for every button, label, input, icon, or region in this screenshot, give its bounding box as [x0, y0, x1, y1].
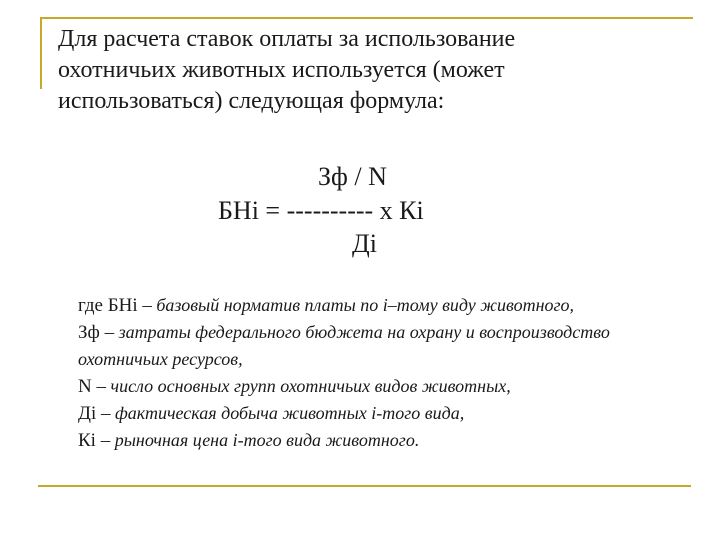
legend-description: базовый норматив платы по i–тому виду животного, [151, 295, 575, 315]
formula-numerator: Зф / N [318, 162, 387, 191]
top-rule [42, 17, 693, 19]
legend [78, 292, 698, 454]
legend-description: рыночная цена i-того вида животного. [110, 430, 420, 450]
legend-symbol: где БНi – [78, 295, 152, 316]
legend-description: число основных групп охотничьих видов животных, [105, 376, 511, 396]
legend-line [78, 400, 698, 427]
legend-line [78, 319, 698, 346]
left-rule [40, 17, 42, 89]
legend-line [78, 373, 698, 400]
intro-text [58, 24, 698, 117]
intro-line-1: Для расчета ставок оплаты за использование [58, 26, 516, 52]
intro-line-3: использоваться) следующая формула: [58, 88, 445, 114]
legend-description: фактическая добыча животных i-того вида, [110, 403, 465, 423]
legend-symbol: N – [78, 376, 106, 397]
legend-line [78, 292, 698, 319]
legend-description: затраты федерального бюджета на охрану и воспроизводство [114, 322, 610, 342]
bottom-rule [38, 485, 691, 487]
legend-symbol: Кi – [78, 430, 111, 451]
legend-symbol: Дi – [78, 403, 111, 424]
legend-description: охотничьих ресурсов, [78, 349, 243, 369]
formula-main: БНi = ---------- х Кi [218, 196, 424, 225]
legend-line [78, 346, 698, 373]
intro-line-2: охотничьих животных используется (может [58, 57, 505, 83]
formula-denominator: Дi [352, 229, 377, 258]
legend-symbol: Зф – [78, 322, 115, 343]
legend-line [78, 427, 698, 454]
